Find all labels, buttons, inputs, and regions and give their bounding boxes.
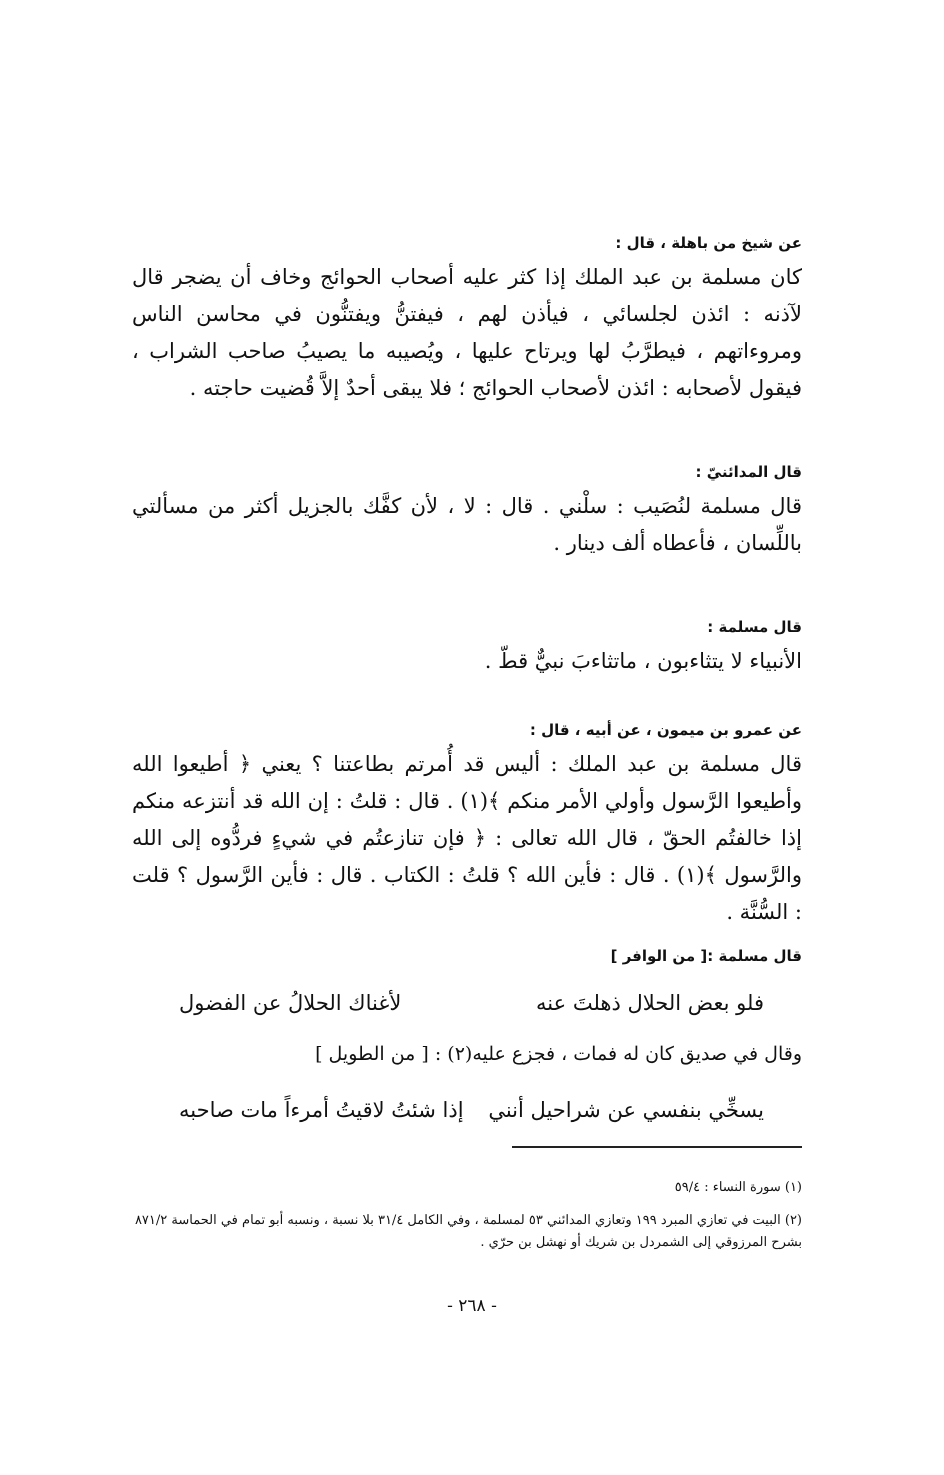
page-number: - ٢٦٨ -: [447, 1296, 497, 1316]
section-amr-ibn-maymun: [132, 720, 802, 931]
section-paragraph: كان مسلمة بن عبد الملك إذا كثر عليه أصحاب الحوائج وخاف أن يضجر قال لآذنه : ائذن لجلسائي ، فيأذن لهم ، فيفتنُّ ويفتنُّون في محاسن الناس ومروءاتهم ، فيطرَّبُ لها ويرتاح عليها ، ويُصيبه ما يصيبُ صاحب الشراب ، فيقول لأصحابه : ائذن لأصحاب الحوائج ؛ فلا يبقى أحدٌ إلاَّ قُضيت حاجته .: [132, 265, 802, 400]
section-paragraph: قال مسلمة بن عبد الملك : أليس قد أُمرتم بطاعتنا ؟ يعني ﴿ أطيعوا الله وأطيعوا الرَّسول وأولي الأمر منكم ﴾(١) . قال : قلتُ : إن الله قد أنتزعه منكم إذا خالفتُم الحقّ ، قال الله تعالى : ﴿ فإن تنازعتُم في شيءٍ فردُّوه إلى الله والرَّسول ﴾(١) . قال : فأين الله ؟ قلتُ : الكتاب . قال : فأين الرَّسول ؟ قلت : السُّنَّة .: [132, 752, 803, 924]
poem-line: [179, 1095, 764, 1125]
footnote-divider: [512, 1146, 802, 1148]
section-paragraph: قال مسلمة لنُصَيب : سلْني . قال : لا ، لأن كفَّك بالجزيل أكثر من مسألتي باللِّسان ، فأعطاه ألف دينار .: [132, 494, 802, 555]
first-hemistich: فلو بعض الحلال ذهلتَ عنه: [536, 991, 764, 1015]
section-heading: قال مسلمة :: [707, 618, 802, 636]
footnote-1: (١) سورة النساء : ٥٩/٤: [674, 1180, 802, 1195]
second-hemistich: لأغناك الحلالُ عن الفضول: [179, 991, 402, 1015]
section-maslama-prophets: [132, 617, 802, 680]
section-bahila: [132, 233, 802, 407]
verse-intro: وقال في صديق كان له فمات ، فجزع عليه(٢) : [ من الطويل ]: [315, 1043, 802, 1065]
footnote-2: (٢) البيت في تعازي المبرد ١٩٩ وتعازي المدائني ٥٣ لمسلمة ، وفي الكامل ٣١/٤ بلا نسبة ، ونسبه أبو تمام في الحماسة ٨٧١/٢ بشرح المرزوقي إلى الشمردل بن شريك أو نهشل بن حرّي .: [134, 1213, 802, 1250]
section-heading: عن شيخ من باهلة ، قال :: [615, 234, 802, 252]
verse-heading: قال مسلمة :[ من الوافر ]: [610, 947, 802, 965]
verse1-heading-block: [132, 946, 802, 966]
section-heading: قال المدائنيّ :: [695, 463, 802, 481]
section-madaini: [132, 462, 802, 562]
first-hemistich: يسخِّي بنفسي عن شراحيل أنني: [488, 1098, 764, 1122]
section-paragraph: الأنبياء لا يتثاءبون ، ماتثاءبَ نبيٌّ قطّ .: [484, 649, 802, 673]
second-hemistich: إذا شئتُ لاقيتُ أمرءاً مات صاحبه: [179, 1098, 464, 1122]
poem-line: [179, 988, 764, 1018]
section-heading: عن عمرو بن ميمون ، عن أبيه ، قال :: [529, 721, 802, 739]
